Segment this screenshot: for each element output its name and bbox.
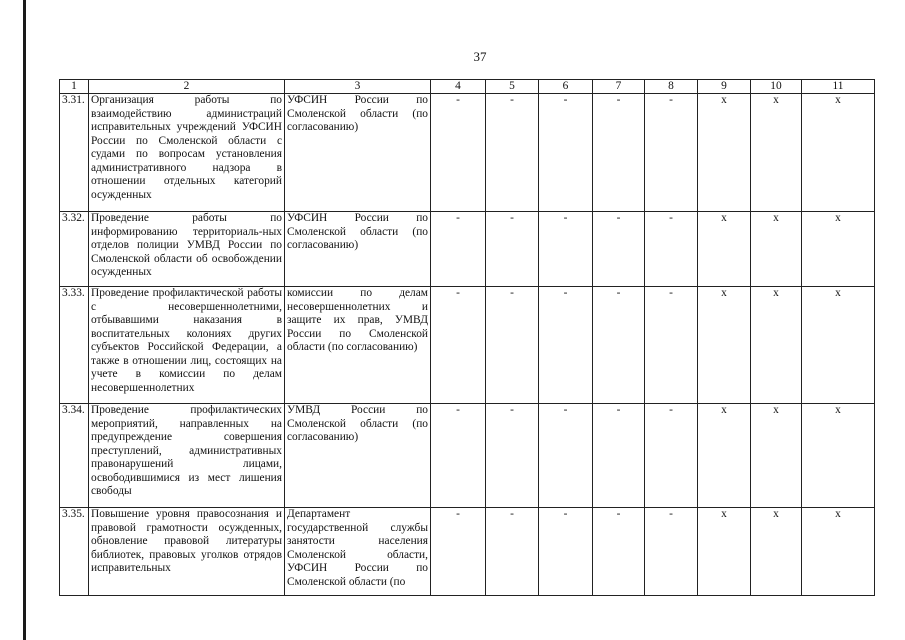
value-cell: - [593,287,645,404]
row-number: 3.31. [60,94,89,212]
column-header: 2 [89,80,285,94]
value-cell: х [698,94,751,212]
activity-cell: Проведение работы по информированию территориаль-ных отделов полиции УМВД России по Смоленской области об освобождении осужденных [89,212,285,287]
executor-cell: комиссии по делам несовершеннолетних и защите их прав, УМВД России по Смоленской области (по согласованию) [285,287,431,404]
value-cell: х [802,212,875,287]
value-cell: х [698,287,751,404]
value-cell: - [645,94,698,212]
value-cell: х [698,508,751,596]
column-header: 8 [645,80,698,94]
table-row [60,94,875,212]
scan-edge-line [23,0,26,640]
activity-cell: Проведение профилактических мероприятий, направленных на предупреждение совершения преступлений, административных правонарушений лицами, освободившимися из мест лишения свободы [89,404,285,508]
value-cell: - [539,287,593,404]
table-row [60,212,875,287]
value-cell: - [645,287,698,404]
value-cell: х [751,508,802,596]
executor-cell: Департамент государственной службы занятости населения Смоленской области, УФСИН России по Смоленской области (по [285,508,431,596]
executor-cell: УФСИН России по Смоленской области (по согласованию) [285,94,431,212]
value-cell: - [645,508,698,596]
activity-cell: Организация работы по взаимодействию администраций исправительных учреждений УФСИН России по Смоленской области с судами по вопросам установления административного надзора в отношении отдельных категорий осужденных [89,94,285,212]
value-cell: - [431,404,486,508]
value-cell: - [486,404,539,508]
value-cell: х [802,287,875,404]
value-cell: - [431,94,486,212]
value-cell: х [751,212,802,287]
column-header: 11 [802,80,875,94]
table-row [60,508,875,596]
activity-cell: Проведение профилактической работы с несовершеннолетними, отбывавшими наказания в воспитательных колониях других субъектов Российской Федерации, а также в отношении лиц, состоящих на учете в комиссии по делам несовершеннолетних [89,287,285,404]
executor-cell: УФСИН России по Смоленской области (по согласованию) [285,212,431,287]
column-header: 1 [60,80,89,94]
activity-cell: Повышение уровня правосознания и правовой грамотности осужденных, обновление правовой литературы библиотек, правовых уголков отрядов исправительных [89,508,285,596]
row-number: 3.34. [60,404,89,508]
column-header: 4 [431,80,486,94]
column-header: 7 [593,80,645,94]
value-cell: - [593,404,645,508]
value-cell: х [751,287,802,404]
value-cell: - [431,508,486,596]
value-cell: х [751,404,802,508]
value-cell: х [698,212,751,287]
value-cell: - [593,212,645,287]
value-cell: х [802,508,875,596]
data-table [59,79,875,596]
value-cell: - [486,287,539,404]
value-cell: - [539,94,593,212]
value-cell: х [698,404,751,508]
row-number: 3.33. [60,287,89,404]
column-header: 10 [751,80,802,94]
value-cell: - [539,404,593,508]
value-cell: - [431,287,486,404]
value-cell: х [802,404,875,508]
value-cell: - [593,94,645,212]
row-number: 3.32. [60,212,89,287]
page-number: 37 [473,49,487,64]
table-row [60,404,875,508]
value-cell: - [645,404,698,508]
column-header: 6 [539,80,593,94]
value-cell: - [593,508,645,596]
value-cell: - [486,212,539,287]
value-cell: х [802,94,875,212]
executor-cell: УМВД России по Смоленской области (по согласованию) [285,404,431,508]
column-header: 9 [698,80,751,94]
header-row [60,80,875,94]
column-header: 5 [486,80,539,94]
value-cell: - [539,508,593,596]
value-cell: - [486,508,539,596]
value-cell: - [486,94,539,212]
column-header: 3 [285,80,431,94]
table-row [60,287,875,404]
value-cell: - [431,212,486,287]
row-number: 3.35. [60,508,89,596]
value-cell: х [751,94,802,212]
value-cell: - [539,212,593,287]
value-cell: - [645,212,698,287]
